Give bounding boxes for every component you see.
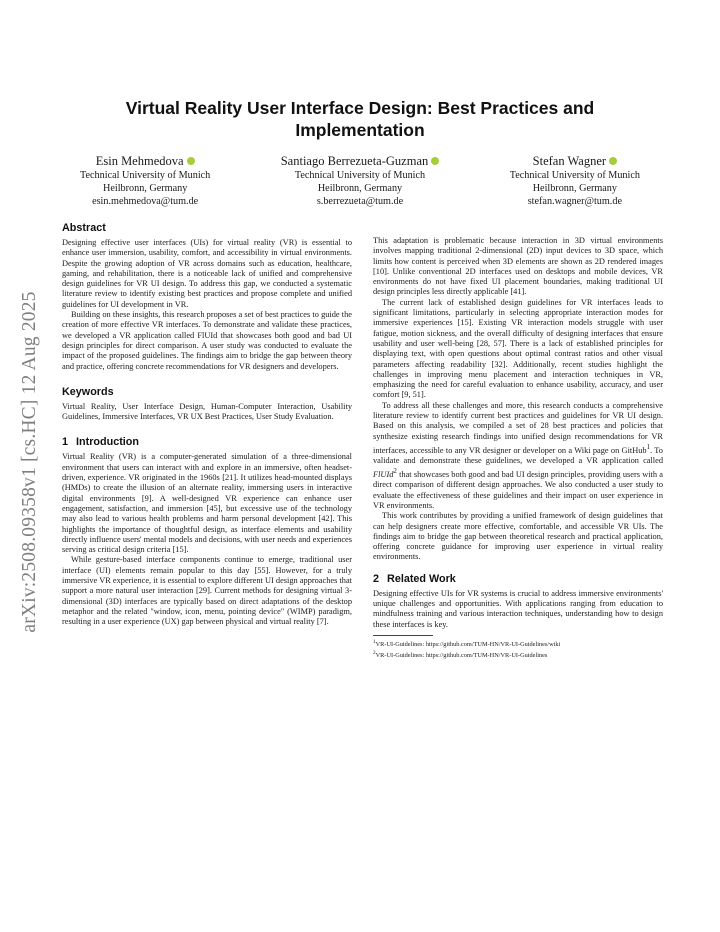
author-block [80,153,640,208]
author-name: Santiago Berrezueta-Guzman [280,154,429,168]
orcid-icon[interactable] [187,157,195,165]
author-email[interactable]: s.berrezueta@tum.de [316,196,404,207]
right-column [373,236,663,660]
keywords-text: Virtual Reality, User Interface Design, Human-Computer Interaction, Usability Guidelines, Immersive Interfaces, VR UX Best Practices, User Study Evaluation. [62,401,352,422]
author-email[interactable]: esin.mehmedova@tum.de [92,196,199,207]
arxiv-identifier-sidebar [18,252,42,672]
body-paragraph: This adaptation is problematic because interaction in 3D virtual environments involves mapping traditional 2-dimensional (2D) input devices to 3D space, which limits how content is perceived when 3D elements are shown as 2D rendered images [10]. Unlike conventional 2D interfaces used on desktops and mobile devices, VR environments do not have fixed UI placement boundaries, making traditional UI design principles less directly applicable [41]. [373,236,663,297]
author-location: Heilbronn, Germany [317,183,403,194]
footnote: $^1$VR-UI-Guidelines: https://github.com/TUM-HN/VR-UI-Guidelines/wiki [373,638,561,649]
author-name: Stefan Wagner [532,154,607,168]
author-affiliation: Technical University of Munich [509,170,640,181]
paper-title: Virtual Reality User Interface Design: Best Practices and Implementation [125,98,595,140]
footnote-link[interactable]: VR-UI-Guidelines: https://github.com/TUM-HN/VR-UI-Guidelines/wiki [375,641,561,649]
body-paragraph: While gesture-based interface components continue to emerge, traditional user interface (UI) elements remain popular to this day [55]. However, for a truly immersive VR experience, it is essential to explore different UI design approaches that support a more natural user interaction [29]. Current methods for designing virtual 3-dimensional (3D) interfaces are typically based on direct adaptations of the desktop metaphor and the related "window, icon, menu, pointing device" (WIMP) paradigm, resulting in a user experience (UX) gap between physical and virtual reality [7]. [62,555,352,627]
section-title: Introduction [76,436,139,449]
abstract-heading: Abstract [62,222,106,234]
related-work-heading [373,573,663,585]
body-paragraph: Designing effective UIs for VR systems is crucial to address immersive environments' unique challenges and opportunities. With applications ranging from education to mindfulness training and various interaction techniques, understanding how to design these interfaces is key. [373,588,663,629]
body-paragraph: The current lack of established design guidelines for VR interfaces leads to significant limitations, particularly in selecting appropriate interaction modes for immersive experiences [15]. Existing VR interaction models struggle with user fatigue, motion sickness, and the overall difficulty of designing interfaces that ensure usability and user well-being [28, 57]. There is a lack of established principles for displaying text, with open questions about optimal contrast ratios and other visual parameters affecting readability [32]. Additionally, recent studies highlight the challenges in improving menu placement and interaction techniques in VR, emphasizing the need for careful evaluation to enhance usability, accuracy, and user comfort [9, 51]. [373,297,663,400]
section-number: 2 [373,572,380,585]
author-3 [510,153,640,208]
app-name: FlUId [373,470,394,480]
author-name: Esin Mehmedova [95,154,184,168]
author-email[interactable]: stefan.wagner@tum.de [527,196,622,207]
keywords-heading: Keywords [62,385,114,398]
section-title: Related Work [387,572,456,585]
introduction-heading [62,436,352,448]
author-location: Heilbronn, Germany [102,183,188,194]
left-column [62,222,352,628]
body-paragraph: This work contributes by providing a unified framework of design guidelines that can help designers create more effective, comfortable, and accessible VR UIs. The findings aim to bridge the gap between theoretical research and practical application, offering concrete guidance for improving user experience in virtual reality environments. [373,511,663,562]
body-paragraph: To address all these challenges and more, this research conducts a comprehensive literature review to identify current best practices and guidelines for VR UI design. Based on this analysis, we compiled a set of 28 best practices and policies that synthesize existing research findings into unified design recommendations for VR interfaces, accessible to any VR designer or developer on a Wiki page on GitHub$^1$. To validate and demonstrate these guidelines, we developed a VR application called FlUId$^2$ that showcases both good and bad UI design principles, providing users with a direct comparison of different design approaches. We also conducted a user study to evaluate the effectiveness of these guidelines and their impact on user experience in VR environments. [373,400,663,510]
author-2 [281,153,440,208]
footnote-link[interactable]: VR-UI-Guidelines: https://github.com/TUM-HN/VR-UI-Guidelines [375,652,548,660]
arxiv-identifier: arXiv:2508.09358v1 [cs.HC] 12 Aug 2025 [19,291,40,633]
footnote: $^2$VR-UI-Guidelines: https://github.com/TUM-HN/VR-UI-Guidelines [373,650,548,660]
orcid-icon[interactable] [609,157,617,165]
orcid-icon[interactable] [431,157,439,165]
section-number: 1 [62,436,69,449]
footnote-divider [373,635,433,636]
abstract-paragraph: Building on these insights, this research proposes a set of best practices to guide the creation of more effective VR interfaces. To demonstrate and validate these practices, we developed a VR application called FlUId that showcases both good and bad UI design principles for direct comparison. A user study was conducted to evaluate the impact of the proposed guidelines. The findings aim to bridge the gap between theory and practice, offering concrete recommendations for VR designers and developers. [62,310,352,371]
author-affiliation: Technical University of Munich [294,170,426,181]
footnote-marker[interactable]: 1 [646,442,651,451]
author-location: Heilbronn, Germany [532,183,617,194]
author-1 [80,153,210,208]
footnote-marker[interactable]: 2 [393,467,397,476]
author-affiliation: Technical University of Munich [80,170,211,181]
body-paragraph: Virtual Reality (VR) is a computer-generated simulation of a three-dimensional environment that users can interact with and explore in an immersive, often headset-driven, experience. VR originated in the 1960s [21]. It utilizes head-mounted displays (HMDs) to create the illusion of an alternate reality, immersing users in interactive digital environments [9]. A well-designed VR experience can enhance user engagement, satisfaction, and immersion [45], but excessive use of the technology may also lead to various health problems and harm personal development [42]. This highlights the importance of thoughtful design, as interface elements and usability directly influence users' mental models and decisions, with user needs and experiences serving as critical design criteria [15]. [62,452,352,555]
abstract-paragraph: Designing effective user interfaces (UIs) for virtual reality (VR) is essential to enhance user immersion, usability, comfort, and accessibility in virtual environments. Despite the growing adoption of VR across domains such as education, healthcare, gaming, and rehabilitation, there is a noticeable lack of unified and comprehensive design guidelines for VR UI design. To address this gap, we conducted a systematic literature review to identify existing best practices and propose complete and unified guidelines for UI development in VR. [62,238,352,309]
